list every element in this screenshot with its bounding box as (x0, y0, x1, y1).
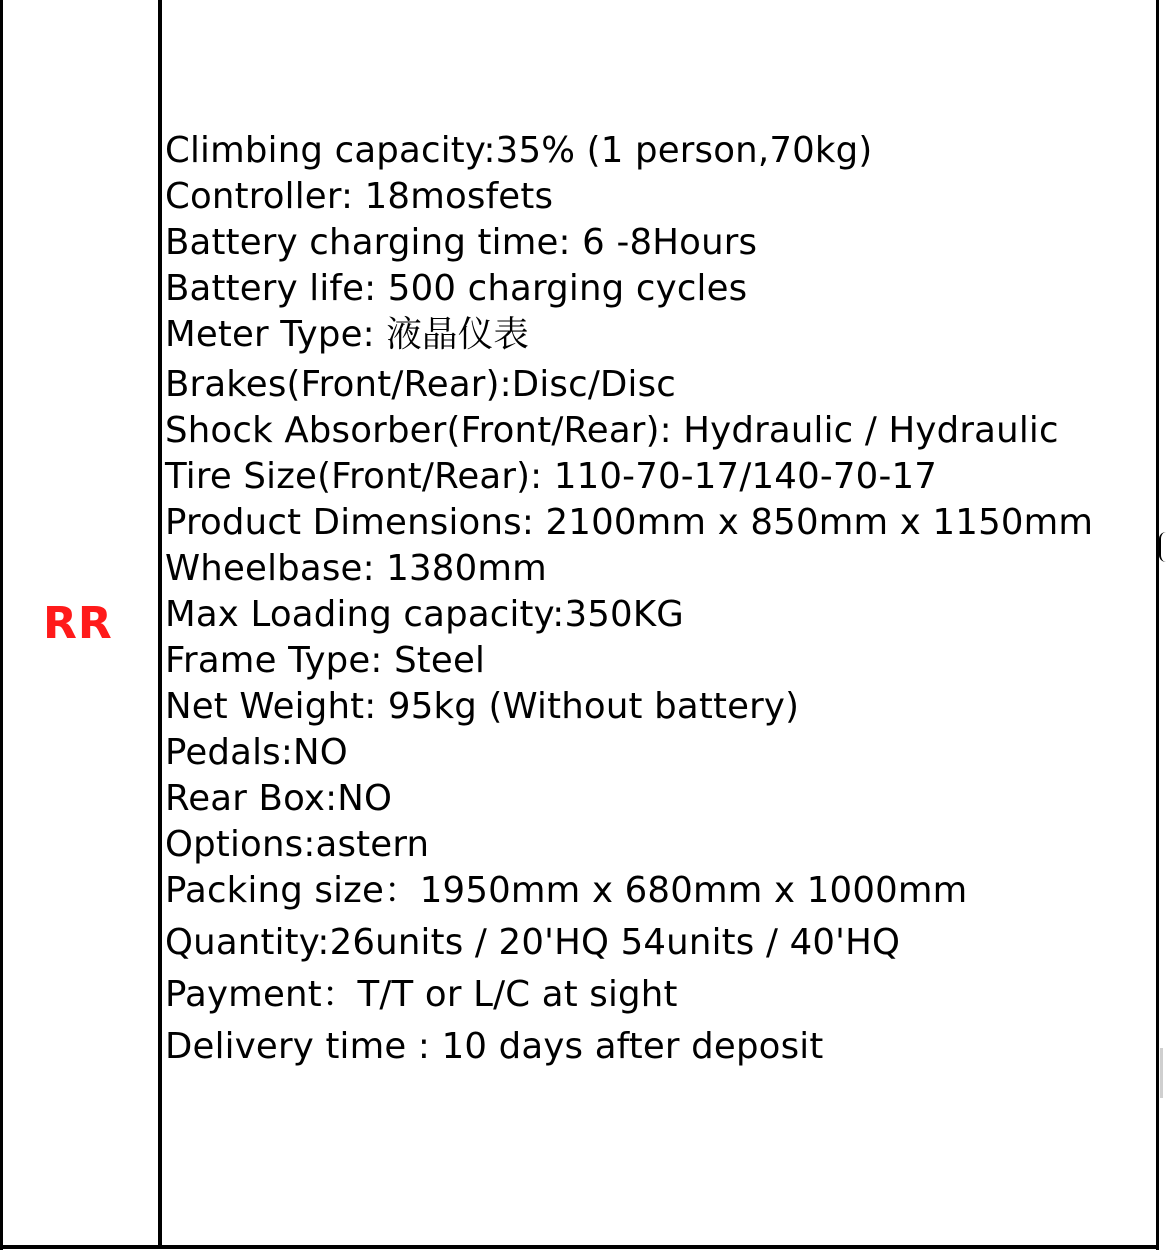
table-border-right (1156, 0, 1159, 1250)
spec-rear-box: Rear Box:NO (165, 778, 393, 819)
cropped-edge-mark (1159, 532, 1166, 562)
spec-options: Options:astern (165, 824, 430, 865)
model-label: RR (43, 598, 113, 649)
spec-max-loading-capacity: Max Loading capacity:350KG (165, 594, 685, 635)
spec-list (165, 128, 1093, 1070)
spec-wheelbase: Wheelbase: 1380mm (165, 548, 547, 589)
spec-controller: Controller: 18mosfets (165, 176, 554, 217)
cropped-edge-tick (1160, 1048, 1163, 1098)
spec-brakes: Brakes(Front/Rear):Disc/Disc (165, 364, 676, 405)
spec-battery-charging-time: Battery charging time: 6 -8Hours (165, 222, 758, 263)
spec-battery-life: Battery life: 500 charging cycles (165, 268, 748, 309)
spec-tire-size: Tire Size(Front/Rear): 110-70-17/140-70-17 (165, 456, 938, 497)
specs-cell (162, 0, 1156, 1245)
spec-delivery-time: Delivery time : 10 days after deposit (165, 1026, 824, 1067)
model-cell (3, 0, 158, 1245)
spec-meter-type: Meter Type: 液晶仪表 (165, 314, 530, 355)
spec-frame-type: Frame Type: Steel (165, 640, 486, 681)
spec-quantity: Quantity:26units / 20'HQ 54units / 40'HQ (165, 922, 901, 963)
table-border-bottom (0, 1245, 1159, 1249)
spec-net-weight: Net Weight: 95kg (Without battery) (165, 686, 800, 727)
spec-pedals: Pedals:NO (165, 732, 348, 773)
spec-payment: Payment：T/T or L/C at sight (165, 974, 678, 1015)
spec-packing-size: Packing size：1950mm x 680mm x 1000mm (165, 870, 968, 911)
spec-shock-absorber: Shock Absorber(Front/Rear): Hydraulic / Hydraulic (165, 410, 1059, 451)
spec-climbing-capacity: Climbing capacity:35% (1 person,70kg) (165, 130, 873, 171)
spec-product-dimensions: Product Dimensions: 2100mm x 850mm x 1150mm (165, 502, 1094, 543)
